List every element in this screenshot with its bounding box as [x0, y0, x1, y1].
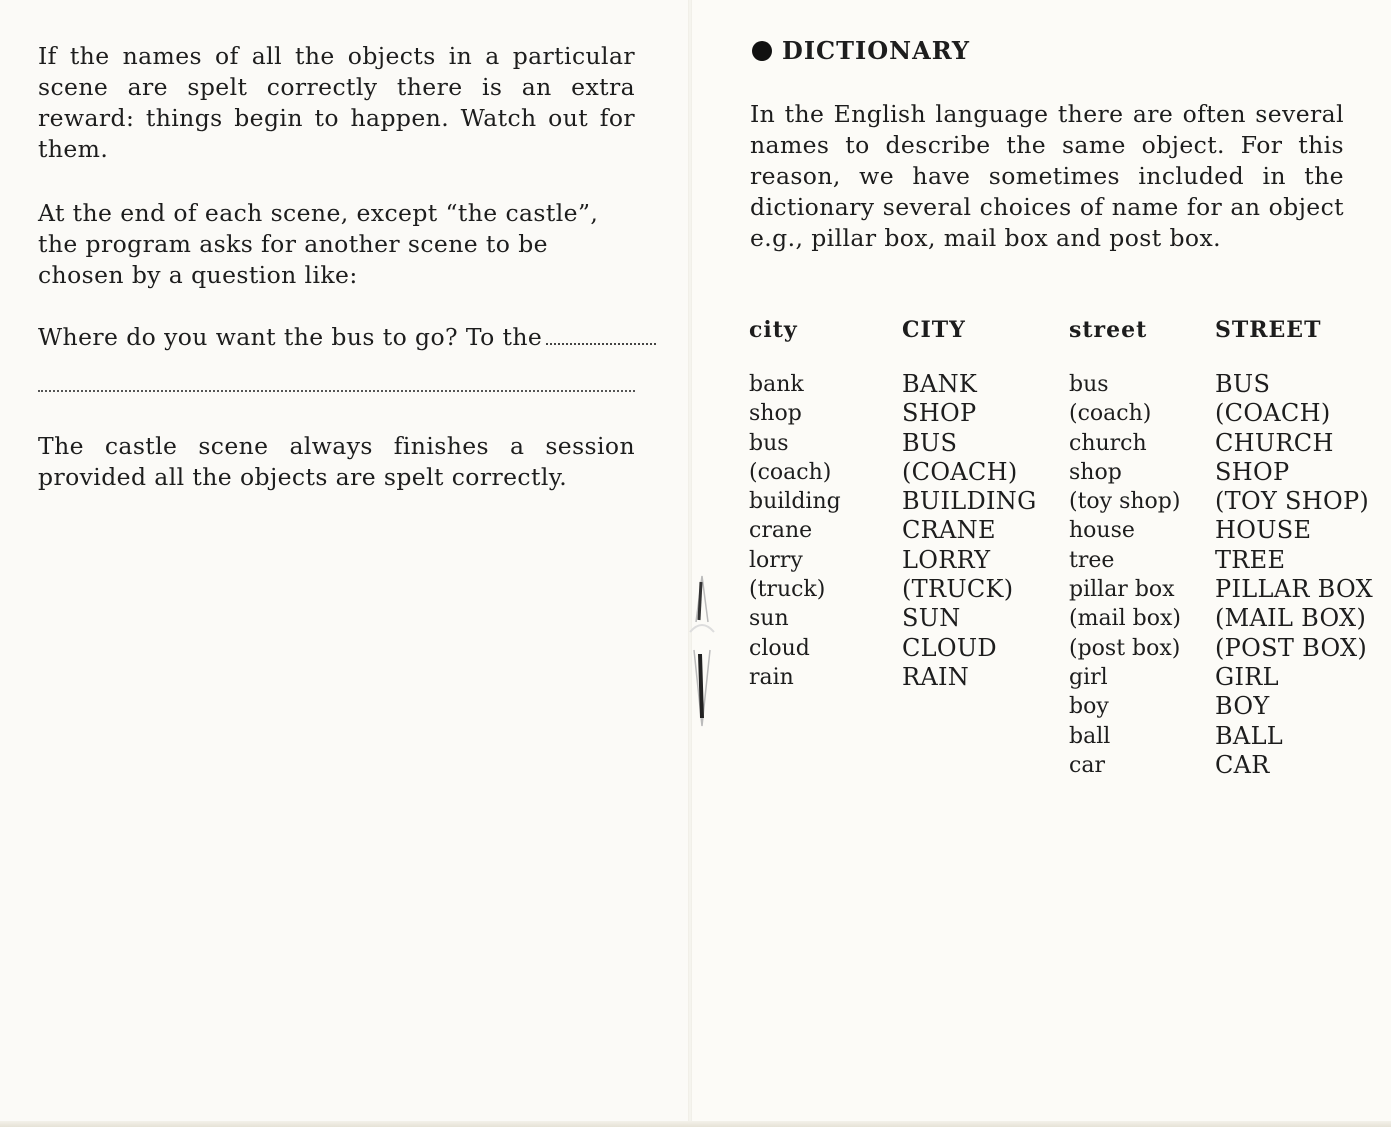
dictionary-word: HOUSE: [1215, 516, 1312, 545]
dictionary-word: car: [1069, 752, 1105, 778]
dictionary-word: building: [749, 489, 841, 515]
dictionary-intro: In the English language there are often several names to describe the same object. For this reason, we have sometimes included in the dictionary several choices of name for an object e.g., pillar box, mail box and post box.: [750, 100, 1344, 252]
paragraph-scene-end: At the end of each scene, except “the castle”, the program asks for another scene to be chosen by a question like:: [38, 199, 599, 289]
dictionary-word: LORRY: [902, 545, 991, 574]
dictionary-word: (POST BOX): [1215, 633, 1368, 662]
dictionary-column-street: [1069, 314, 1181, 780]
paragraph-castle-scene: The castle scene always finishes a session provided all the objects are spelt correctly.: [38, 432, 635, 491]
word-list: [1069, 370, 1181, 780]
dictionary-heading: [752, 36, 970, 65]
bullet-icon: [752, 41, 772, 61]
dictionary-word: lorry: [749, 547, 803, 573]
dictionary-word: (COACH): [1215, 399, 1331, 428]
word-list: [902, 370, 1037, 692]
dictionary-column-city: [749, 314, 841, 692]
left-page: [0, 0, 690, 1127]
dictionary-word: pillar box: [1069, 577, 1175, 603]
answer-dots-inline: [546, 325, 656, 345]
dictionary-word: (TRUCK): [902, 575, 1014, 604]
dictionary-word: CHURCH: [1215, 428, 1334, 457]
dictionary-word: (MAIL BOX): [1215, 604, 1367, 633]
dictionary-word: SHOP: [902, 399, 977, 428]
paragraph-example-question: [38, 322, 635, 353]
dictionary-word: (COACH): [902, 457, 1018, 486]
column-header: street: [1069, 317, 1148, 343]
dictionary-word: BALL: [1215, 721, 1284, 750]
column-header: STREET: [1215, 317, 1322, 343]
dictionary-word: (toy shop): [1069, 489, 1181, 515]
dictionary-heading-text: DICTIONARY: [782, 36, 971, 65]
dictionary-word: cloud: [749, 635, 810, 661]
dictionary-word: BOY: [1215, 692, 1270, 721]
dictionary-word: SHOP: [1215, 457, 1290, 486]
dictionary-column-street-upper: [1215, 314, 1373, 780]
dictionary-word: (post box): [1069, 635, 1181, 661]
staple-icon: [672, 570, 732, 740]
dictionary-word: SUN: [902, 604, 961, 633]
dictionary-word: bus: [1069, 372, 1109, 397]
answer-dotted-line: [38, 390, 635, 392]
dictionary-word: bus: [749, 430, 789, 456]
dictionary-word: shop: [1069, 459, 1122, 485]
dictionary-word: CAR: [1215, 750, 1270, 779]
dictionary-word: rain: [749, 664, 794, 690]
dictionary-word: (mail box): [1069, 606, 1181, 632]
dictionary-word: (truck): [749, 577, 826, 603]
column-header: city: [749, 317, 798, 343]
dictionary-word: house: [1069, 518, 1135, 544]
page-bottom-edge: [0, 1121, 1391, 1127]
example-question-text: Where do you want the bus to go? To the: [38, 323, 543, 351]
book-spine: [688, 0, 692, 1127]
dictionary-word: GIRL: [1215, 662, 1279, 691]
dictionary-word: (coach): [1069, 401, 1152, 427]
dictionary-word: CRANE: [902, 516, 996, 545]
dictionary-word: boy: [1069, 694, 1109, 720]
dictionary-word: shop: [749, 401, 802, 427]
dictionary-word: (coach): [749, 459, 832, 485]
dictionary-word: BUS: [902, 428, 958, 457]
dictionary-word: bank: [749, 372, 804, 397]
dictionary-word: PILLAR BOX: [1215, 575, 1373, 604]
dictionary-word: church: [1069, 430, 1147, 456]
dictionary-word: tree: [1069, 547, 1115, 573]
column-header: CITY: [902, 317, 966, 343]
word-list: [749, 370, 841, 692]
dictionary-word: ball: [1069, 723, 1111, 749]
dictionary-column-city-upper: [902, 314, 1037, 692]
dictionary-word: RAIN: [902, 662, 970, 691]
dictionary-word: BANK: [902, 370, 978, 398]
word-list: [1215, 370, 1373, 780]
dictionary-word: BUILDING: [902, 487, 1037, 516]
dictionary-word: (TOY SHOP): [1215, 487, 1370, 516]
dictionary-word: TREE: [1215, 545, 1286, 574]
dictionary-word: sun: [749, 606, 789, 632]
dictionary-word: BUS: [1215, 370, 1271, 398]
dictionary-word: crane: [749, 518, 813, 544]
dictionary-word: girl: [1069, 664, 1108, 690]
paragraph-extra-reward: If the names of all the objects in a particular scene are spelt correctly there is an extra reward: things begin to happen. Watch out for them.: [38, 42, 635, 163]
dictionary-word: CLOUD: [902, 633, 997, 662]
